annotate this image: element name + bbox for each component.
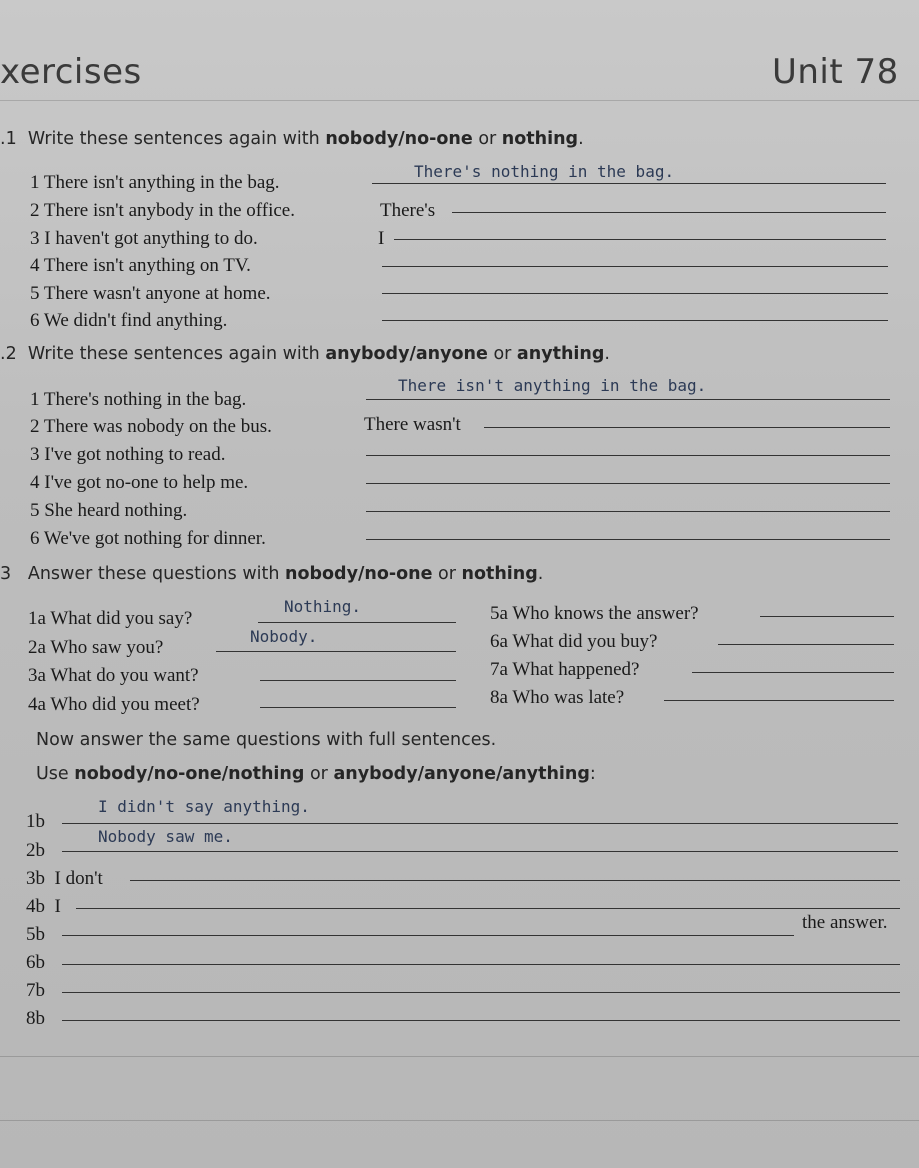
ex2-answer-1[interactable]: There isn't anything in the bag.	[398, 376, 707, 395]
ex2-instr-end: .	[604, 344, 610, 364]
ex3-full-label-2b: 2b	[26, 840, 45, 861]
ex3-question-7a: 7a What happened?	[490, 659, 640, 680]
ex3-full-start-4b: I	[54, 896, 61, 917]
ex3-answer-line-8a[interactable]	[664, 700, 894, 701]
ex3-full-label-4b-text: 4b	[26, 896, 45, 917]
ex3-full-line-3b[interactable]	[130, 880, 900, 881]
ex2-question-3: 3 I've got nothing to read.	[30, 444, 226, 465]
ex1-question-6: 6 We didn't find anything.	[30, 310, 228, 331]
ex3-instr-text: Answer these questions with	[27, 564, 286, 584]
ex2-instruction	[0, 344, 610, 364]
header-divider	[0, 100, 919, 101]
ex1-instruction	[0, 129, 584, 149]
ex3-full-instr2-bold1: nobody/no-one/nothing	[74, 764, 305, 784]
ex3-answer-line-5a[interactable]	[760, 616, 894, 617]
ex3-instr-bold1: nobody/no-one	[285, 564, 433, 584]
ex1-number: .1	[0, 129, 17, 149]
ex3-full-label-3b-text: 3b	[26, 868, 45, 889]
ex2-start-2: There wasn't	[364, 414, 461, 435]
ex3-full-line-5b[interactable]	[62, 935, 794, 936]
ex2-instr-bold1: anybody/anyone	[325, 344, 488, 364]
ex3-full-label-6b: 6b	[26, 952, 45, 973]
ex3-answer-2a[interactable]: Nobody.	[250, 627, 318, 646]
ex3-instr-end: .	[537, 564, 544, 584]
ex3-full-label-8b: 8b	[26, 1008, 45, 1029]
ex1-answer-line-1	[372, 183, 886, 184]
ex1-instr-mid: or	[472, 129, 502, 149]
ex3-full-instr2-end: :	[589, 764, 596, 784]
ex3-full-answer-1b[interactable]: I didn't say anything.	[98, 797, 310, 816]
ex3-question-1a: 1a What did you say?	[28, 608, 193, 629]
ex3-answer-line-4a[interactable]	[260, 707, 456, 708]
ex3-full-label-3b	[26, 868, 103, 890]
ex3-full-instr2-mid: or	[304, 764, 334, 784]
ex3-question-5a: 5a Who knows the answer?	[490, 603, 699, 624]
ex1-answer-1[interactable]: There's nothing in the bag.	[414, 162, 675, 181]
ex3-full-line-6b[interactable]	[62, 964, 900, 965]
ex1-instr-bold2: nothing	[501, 129, 579, 149]
ex3-full-answer-2b[interactable]: Nobody saw me.	[98, 827, 233, 846]
ex1-question-3: 3 I haven't got anything to do.	[30, 228, 258, 249]
ex1-start-2: There's	[380, 200, 436, 221]
ex2-answer-line-2[interactable]	[484, 427, 890, 428]
ex3-question-4a: 4a Who did you meet?	[28, 694, 200, 715]
ex1-instr-text: Write these sentences again with	[27, 129, 326, 149]
ex3-instr-bold2: nothing	[461, 564, 538, 584]
ex3-instruction	[0, 564, 543, 584]
ex2-instr-mid: or	[487, 344, 517, 364]
ex2-answer-line-1	[366, 399, 890, 400]
ex3-question-6a: 6a What did you buy?	[490, 631, 658, 652]
ex1-instr-end: .	[578, 129, 584, 149]
ex3-answer-line-7a[interactable]	[692, 672, 894, 673]
ex2-instr-text: Write these sentences again with	[27, 344, 326, 364]
ex3-full-instruction-2	[36, 764, 596, 784]
ex3-answer-1a[interactable]: Nothing.	[284, 597, 362, 616]
ex2-number: .2	[0, 344, 17, 364]
ex3-answer-line-6a[interactable]	[718, 644, 894, 645]
ex1-answer-line-2[interactable]	[452, 212, 886, 213]
ex3-question-3a: 3a What do you want?	[28, 665, 199, 686]
ex2-question-2: 2 There was nobody on the bus.	[30, 416, 272, 437]
ex2-instr-bold2: anything	[516, 344, 605, 364]
ex1-question-1: 1 There isn't anything in the bag.	[30, 172, 280, 193]
ex3-answer-line-3a[interactable]	[260, 680, 456, 681]
ex3-full-instruction-1: Now answer the same questions with full sentences.	[36, 730, 497, 750]
ex1-instr-bold1: nobody/no-one	[325, 129, 473, 149]
ex1-question-2: 2 There isn't anybody in the office.	[30, 200, 295, 221]
ex3-question-2a: 2a Who saw you?	[28, 637, 164, 658]
ex3-answer-line-1a	[258, 622, 456, 623]
ex2-question-6: 6 We've got nothing for dinner.	[30, 528, 266, 549]
ex2-answer-line-3[interactable]	[366, 455, 890, 456]
ex1-question-4: 4 There isn't anything on TV.	[30, 255, 251, 276]
ex2-answer-line-4[interactable]	[366, 483, 890, 484]
page-title: xercises	[0, 52, 142, 92]
bottom-divider-1	[0, 1056, 919, 1057]
ex3-full-instr2-bold2: anybody/anyone/anything	[333, 764, 590, 784]
ex3-full-line-4b[interactable]	[76, 908, 900, 909]
ex1-question-5: 5 There wasn't anyone at home.	[30, 283, 271, 304]
ex1-answer-line-4[interactable]	[382, 266, 888, 267]
ex3-full-end-5b: the answer.	[802, 912, 888, 933]
ex1-answer-line-3[interactable]	[394, 239, 886, 240]
ex3-full-label-7b: 7b	[26, 980, 45, 1001]
unit-label: Unit 78	[772, 52, 899, 92]
ex2-answer-line-5[interactable]	[366, 511, 890, 512]
ex3-full-label-4b	[26, 896, 61, 918]
ex3-instr-mid: or	[432, 564, 462, 584]
ex2-question-1: 1 There's nothing in the bag.	[30, 389, 247, 410]
ex1-start-3: I	[378, 228, 385, 249]
ex3-number: 3	[0, 564, 12, 584]
ex3-question-8a: 8a Who was late?	[490, 687, 625, 708]
ex3-full-label-1b: 1b	[26, 811, 45, 832]
ex3-full-line-1b	[62, 823, 898, 824]
ex3-full-line-8b[interactable]	[62, 1020, 900, 1021]
ex3-full-instr2-pre: Use	[36, 764, 75, 784]
ex3-answer-line-2a	[216, 651, 456, 652]
ex3-full-line-7b[interactable]	[62, 992, 900, 993]
ex2-answer-line-6[interactable]	[366, 539, 890, 540]
bottom-divider-2	[0, 1120, 919, 1121]
ex2-question-5: 5 She heard nothing.	[30, 500, 188, 521]
ex2-question-4: 4 I've got no-one to help me.	[30, 472, 249, 493]
ex3-full-line-2b	[62, 851, 898, 852]
ex1-answer-line-5[interactable]	[382, 293, 888, 294]
ex1-answer-line-6[interactable]	[382, 320, 888, 321]
ex3-full-start-3b: I don't	[54, 868, 103, 889]
ex3-full-label-5b: 5b	[26, 924, 45, 945]
